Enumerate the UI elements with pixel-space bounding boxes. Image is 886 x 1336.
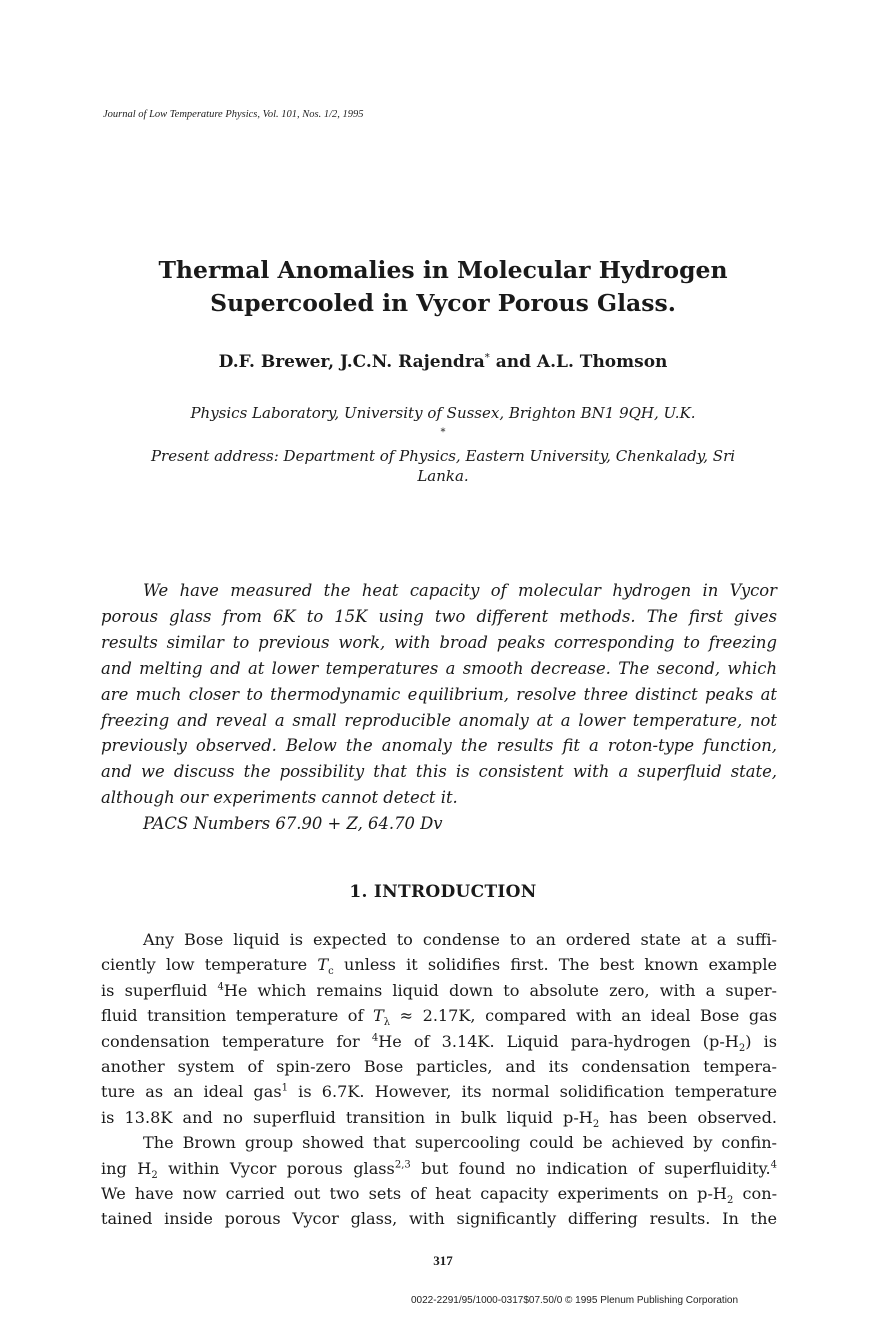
affiliations [100,403,786,486]
superscript: 4 [217,981,224,993]
text-run: is 13.8K and no superfluid transition in bulk liquid p-H [101,1107,593,1127]
text-run: ing H [101,1158,152,1178]
section-heading: 1. INTRODUCTION [349,882,537,902]
subscript: 2 [592,1119,600,1131]
affiliation-line: Physics Laboratory, University of Sussex, Brighton BN1 9QH, U.K. [190,404,696,422]
body-line: another system of spin-zero Bose particles, and its condensation tempera- [101,1057,777,1077]
body-line: Any Bose liquid is expected to condense to an ordered state at a suffi- [143,930,777,949]
math-variable: T [317,955,329,975]
text-run: ciently low temperature [101,955,318,975]
footnote-marker: * [484,352,490,364]
body-line [101,1029,777,1054]
subscript: 2 [151,1169,158,1181]
body-line [101,1156,777,1181]
author-names: D.F. Brewer, J.C.N. Rajendra [218,352,485,372]
abstract-line: previously observed. Below the anomaly the results fit a roton-type function, [101,736,777,756]
body-line [101,1079,777,1104]
text-run: ≈ 2.17K, compared with an ideal Bose gas [390,1006,777,1026]
math-variable: T [372,1006,384,1026]
abstract-line: We have measured the heat capacity of molecular hydrogen in Vycor [143,581,777,600]
text-run: fluid transition temperature of [101,1006,373,1026]
abstract-line: porous glass from 6K to 15K using two different methods. The first gives [101,606,777,626]
affiliation-line: Lanka. [417,467,469,485]
text-run: He of 3.14K. Liquid para-hydrogen (p-H [378,1031,739,1051]
title-line: Supercooled in Vycor Porous Glass. [210,289,676,317]
title-line: Thermal Anomalies in Molecular Hydrogen [158,256,728,284]
text-run: unless it solidifies first. The best known example [333,955,777,975]
body-line [101,1003,777,1028]
introduction-text [101,927,777,1232]
journal-citation: Journal of Low Temperature Physics, Vol. 101, Nos. 1/2, 1995 [103,109,364,120]
abstract-line: results similar to previous work, with broad peaks corresponding to freezing [101,632,777,652]
text-run: ture as an ideal gas [101,1082,282,1102]
text-run: We have now carried out two sets of heat capacity experiments on p-H [101,1184,727,1204]
page-number: 317 [433,1253,453,1268]
affiliation-text: Present address: Department of Physics, Eastern University, Chenkalady, Sri [150,447,736,465]
author-list [80,352,806,372]
body-line [101,978,777,1003]
abstract-line: although our experiments cannot detect it. [101,788,458,808]
abstract [101,578,777,837]
footnote-marker: * [440,427,446,438]
citation: 2,3 [394,1159,411,1171]
text-run: is superfluid [101,980,218,1000]
abstract-line: are much closer to thermodynamic equilibrium, resolve three distinct peaks at [101,684,777,704]
text-run: con- [733,1184,778,1204]
author-names: and A.L. Thomson [489,352,668,372]
text-run: within Vycor porous glass [157,1158,395,1178]
body-line [101,1181,777,1206]
pacs-numbers: PACS Numbers 67.90 + Z, 64.70 Dv [143,814,443,834]
subscript: c [328,966,334,978]
abstract-line: and melting and at lower temperatures a smooth decrease. The second, which [101,658,777,678]
abstract-line: freezing and reveal a small reproducible anomaly at a lower temperature, not [101,710,777,730]
text-run: is 6.7K. However, its normal solidification temperature [287,1082,778,1102]
text-run: has been observed. [599,1107,777,1127]
abstract-line: and we discuss the possibility that this is consistent with a superfluid state, [101,762,777,782]
subscript: 2 [726,1195,734,1207]
citation: 4 [770,1159,778,1171]
body-line [101,952,777,977]
text-run: He which remains liquid down to absolute zero, with a super- [223,980,777,1000]
body-line: The Brown group showed that supercooling could be achieved by confin- [143,1133,777,1153]
text-run: but found no indication of superfluidity. [410,1158,771,1178]
text-run: ) is [745,1031,777,1051]
paper-title [80,254,806,320]
citation: 1 [281,1083,288,1095]
text-run: condensation temperature for [101,1031,372,1051]
subscript: 2 [738,1042,746,1054]
affiliation-line [100,423,786,466]
subscript: λ [383,1017,391,1029]
body-line [101,1105,777,1130]
superscript: 4 [371,1032,379,1044]
body-line: tained inside porous Vycor glass, with significantly differing results. In the [101,1209,777,1229]
copyright-line: 0022-2291/95/1000-0317$07.50/0 © 1995 Plenum Publishing Corporation [411,1295,739,1306]
